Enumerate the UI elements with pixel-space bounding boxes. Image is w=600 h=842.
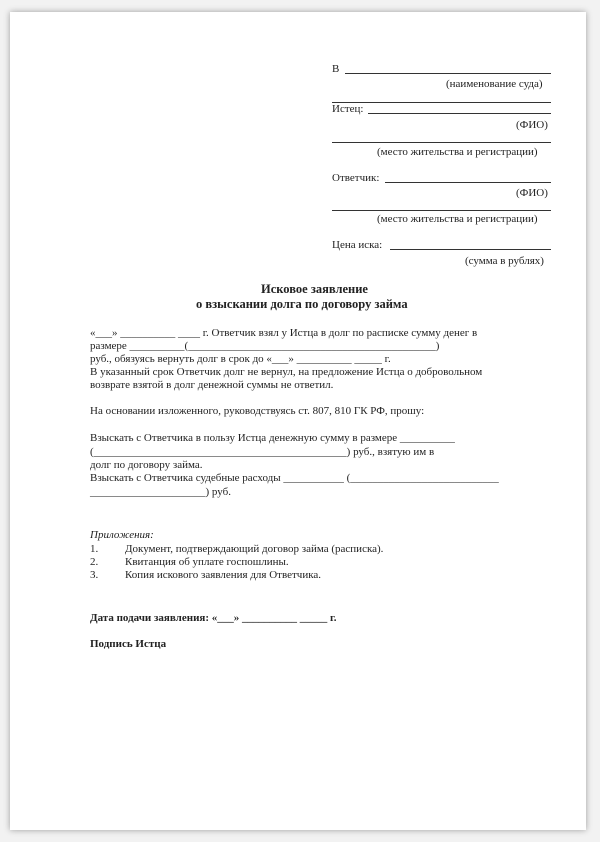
body-p5-line2: _____________________) руб. bbox=[90, 486, 231, 498]
claim-price-label: Цена иска: bbox=[332, 239, 383, 251]
sum-caption: (сумма в рублях) bbox=[465, 255, 544, 267]
claim-price-line bbox=[390, 249, 551, 250]
body-p3: На основании изложенного, руководствуясь ст. 807, 810 ГК РФ, прошу: bbox=[90, 405, 425, 417]
court-line-2 bbox=[332, 102, 551, 103]
plaintiff-residence-line bbox=[332, 142, 551, 143]
defendant-label: Ответчик: bbox=[332, 172, 380, 184]
plaintiff-residence-caption: (место жительства и регистрации) bbox=[377, 146, 538, 158]
defendant-fio-caption: (ФИО) bbox=[516, 187, 548, 199]
body-p4-line3: долг по договору займа. bbox=[90, 459, 203, 471]
court-line bbox=[345, 73, 551, 74]
body-p1-line1: «___» __________ ____ г. Ответчик взял у Истца в долг по расписке сумму денег в bbox=[90, 327, 478, 339]
filing-date-line: Дата подачи заявления: «___» __________ _____ г. bbox=[90, 612, 337, 624]
document-page bbox=[10, 12, 586, 830]
plaintiff-fio-line bbox=[368, 113, 551, 114]
attachment-num: 3. bbox=[90, 569, 99, 581]
plaintiff-label: Истец: bbox=[332, 103, 364, 115]
body-p2-line1: В указанный срок Ответчик долг не вернул, на предложение Истца о добровольном bbox=[90, 366, 483, 378]
attachment-text: Квитанция об уплате госпошлины. bbox=[125, 556, 289, 568]
plaintiff-signature: Подпись Истца bbox=[90, 638, 167, 650]
body-p4-line2: (______________________________________________) руб., взятую им в bbox=[90, 446, 435, 458]
body-p1-line3: руб., обязуясь вернуть долг в срок до «___» __________ _____ г. bbox=[90, 353, 391, 365]
body-p5-line1: Взыскать с Ответчика судебные расходы ___________ (___________________________ bbox=[90, 472, 499, 484]
defendant-residence-caption: (место жительства и регистрации) bbox=[377, 213, 538, 225]
court-prefix: В bbox=[332, 63, 340, 75]
plaintiff-fio-caption: (ФИО) bbox=[516, 119, 548, 131]
attachment-num: 2. bbox=[90, 556, 99, 568]
attachments-heading: Приложения: bbox=[90, 529, 154, 541]
attachment-text: Документ, подтверждающий договор займа (расписка). bbox=[125, 543, 384, 555]
body-p4-line1: Взыскать с Ответчика в пользу Истца денежную сумму в размере __________ bbox=[90, 432, 455, 444]
body-p1-line2: размере __________(_____________________________________________) bbox=[90, 340, 440, 352]
court-caption: (наименование суда) bbox=[446, 78, 543, 90]
body-p2-line2: возврате взятой в долг денежной суммы не ответил. bbox=[90, 379, 334, 391]
attachment-text: Копия искового заявления для Ответчика. bbox=[125, 569, 322, 581]
doc-title-line2: о взыскании долга по договору займа bbox=[196, 297, 408, 311]
defendant-residence-line bbox=[332, 210, 551, 211]
doc-title-line1: Исковое заявление bbox=[261, 282, 368, 296]
attachment-num: 1. bbox=[90, 543, 99, 555]
defendant-fio-line bbox=[385, 182, 551, 183]
